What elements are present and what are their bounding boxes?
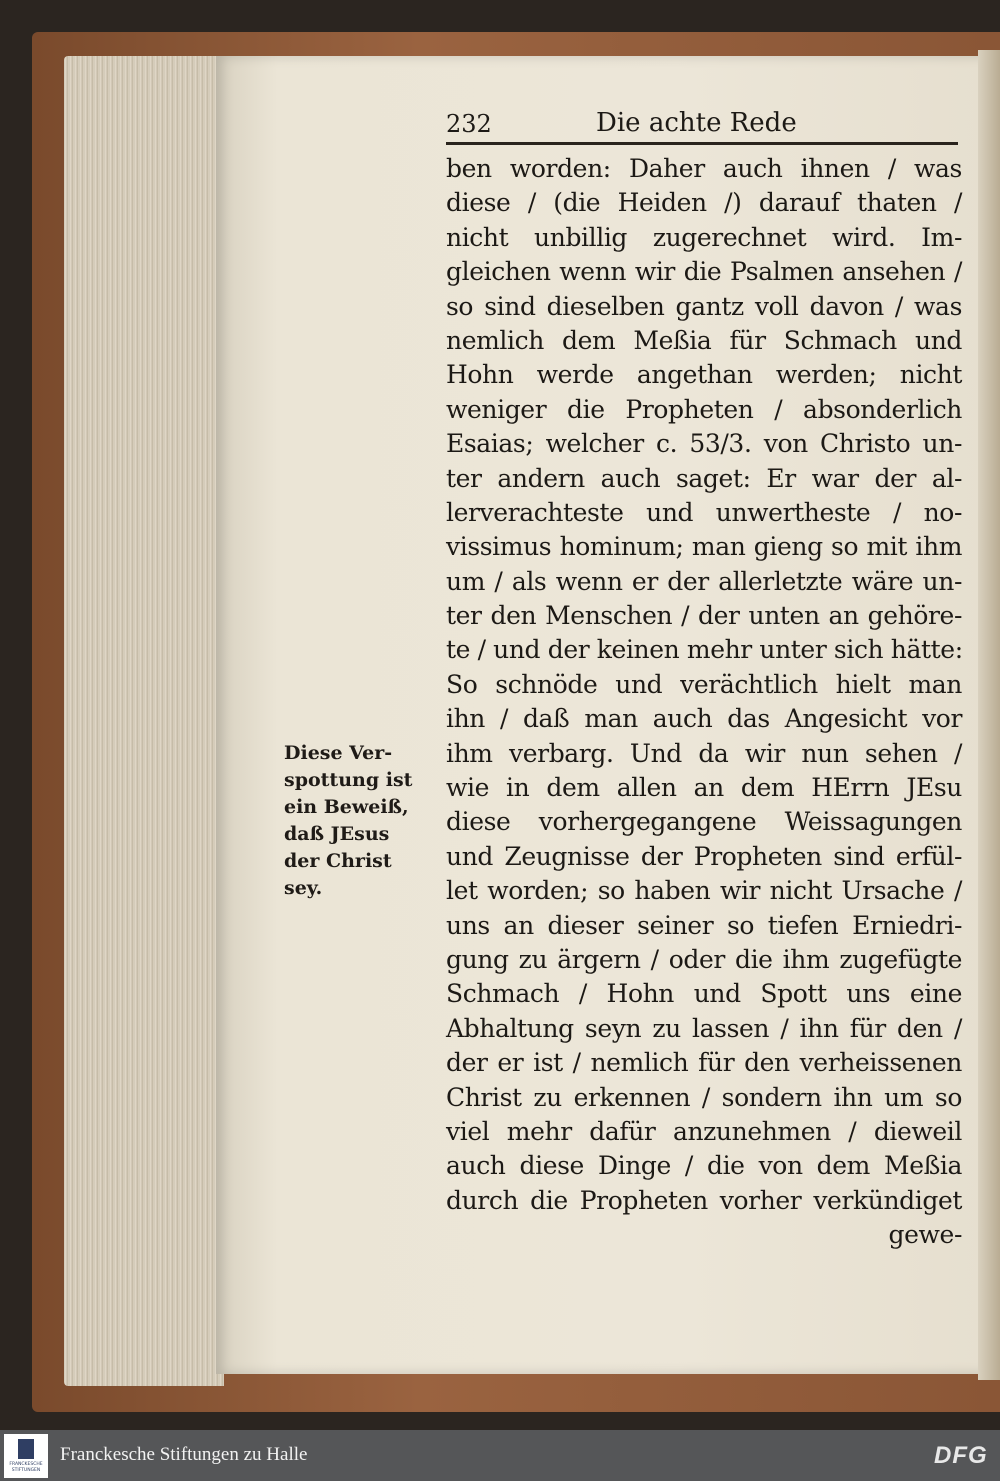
text-line: ter den Menschen / der unten an gehöre- (446, 601, 962, 631)
dfg-logo: DFG (934, 1442, 988, 1469)
header-rule (446, 142, 958, 145)
page-gutter (978, 50, 1000, 1380)
text-line: ihn / daß man auch das Angesicht vor (446, 704, 962, 734)
text-line: uns an dieser seiner so tiefen Erniedri- (446, 910, 962, 940)
text-line: nicht unbillig zugerechnet wird. Im- (446, 222, 962, 252)
text-line: auch diese Dinge / die von dem Meßia (446, 1151, 962, 1181)
marginal-note-line: der Christ (284, 850, 392, 872)
marginal-note-line: sey. (284, 877, 323, 899)
text-line: vissimus hominum; man gieng so mit ihm (446, 532, 962, 562)
logo-caption: FRANCKESCHE STIFTUNGEN (9, 1462, 43, 1473)
text-line: te / und der keinen mehr unter sich hätte: (446, 635, 963, 665)
text-line: So schnöde und verächtlich hielt man (446, 669, 962, 699)
text-line: der er ist / nemlich für den verheissenen (446, 1048, 962, 1078)
text-line: viel mehr dafür anzunehmen / dieweil (446, 1116, 962, 1146)
text-line: Hohn werde angethan werden; nicht (446, 360, 962, 390)
text-line: und Zeugnisse der Propheten sind erfül- (446, 841, 962, 871)
text-line: durch die Propheten vorher verkündiget (446, 1185, 962, 1215)
text-line: weniger die Propheten / absonderlich (446, 394, 962, 424)
running-title: Die achte Rede (596, 108, 797, 138)
text-line: so sind dieselben gantz voll davon / was (446, 291, 962, 321)
text-line: nemlich dem Meßia für Schmach und (446, 325, 962, 355)
page-header (446, 104, 962, 144)
viewer-footer (0, 1430, 1000, 1481)
text-line: wie in dem allen an dem HErrn JEsu (446, 773, 962, 803)
institution-name: Franckesche Stiftungen zu Halle (60, 1444, 308, 1465)
marginal-note-line: ein Beweiß, (284, 796, 409, 818)
text-line: Schmach / Hohn und Spott uns eine (446, 979, 962, 1009)
page-number: 232 (446, 110, 492, 138)
marginal-note-line: daß JEsus (284, 823, 390, 845)
text-line: Abhaltung seyn zu lassen / ihn für den / (446, 1013, 962, 1043)
text-line: ben worden: Daher auch ihnen / was (446, 154, 962, 183)
text-line: lerverachteste und unwertheste / no- (446, 497, 962, 527)
building-icon (18, 1439, 34, 1459)
marginal-note-line: spottung ist (284, 769, 413, 791)
text-line: diese vorhergegangene Weissagungen (446, 807, 962, 837)
text-line: ihm verbarg. Und da wir nun sehen / (446, 738, 962, 768)
text-line: gung zu ärgern / oder die ihm zugefügte (446, 944, 962, 974)
text-line: ter andern auch saget: Er war der al- (446, 463, 962, 493)
marginal-note-line: Diese Ver- (284, 742, 393, 764)
text-line: diese / (die Heiden /) darauf thaten / (446, 188, 962, 218)
text-line: gleichen wenn wir die Psalmen ansehen / (446, 257, 962, 287)
catchword: gewe- (888, 1220, 962, 1250)
text-line: um / als wenn er der allerletzte wäre un- (446, 566, 962, 596)
text-line: Christ zu erkennen / sondern ihn um so (446, 1082, 962, 1112)
text-line: Esaias; welcher c. 53/3. von Christo un- (446, 429, 962, 459)
page-edges (64, 56, 224, 1386)
marginal-note (284, 740, 434, 902)
institution-logo (4, 1434, 48, 1478)
text-line: let worden; so haben wir nicht Ursache / (446, 876, 962, 906)
body-text (446, 152, 962, 1253)
